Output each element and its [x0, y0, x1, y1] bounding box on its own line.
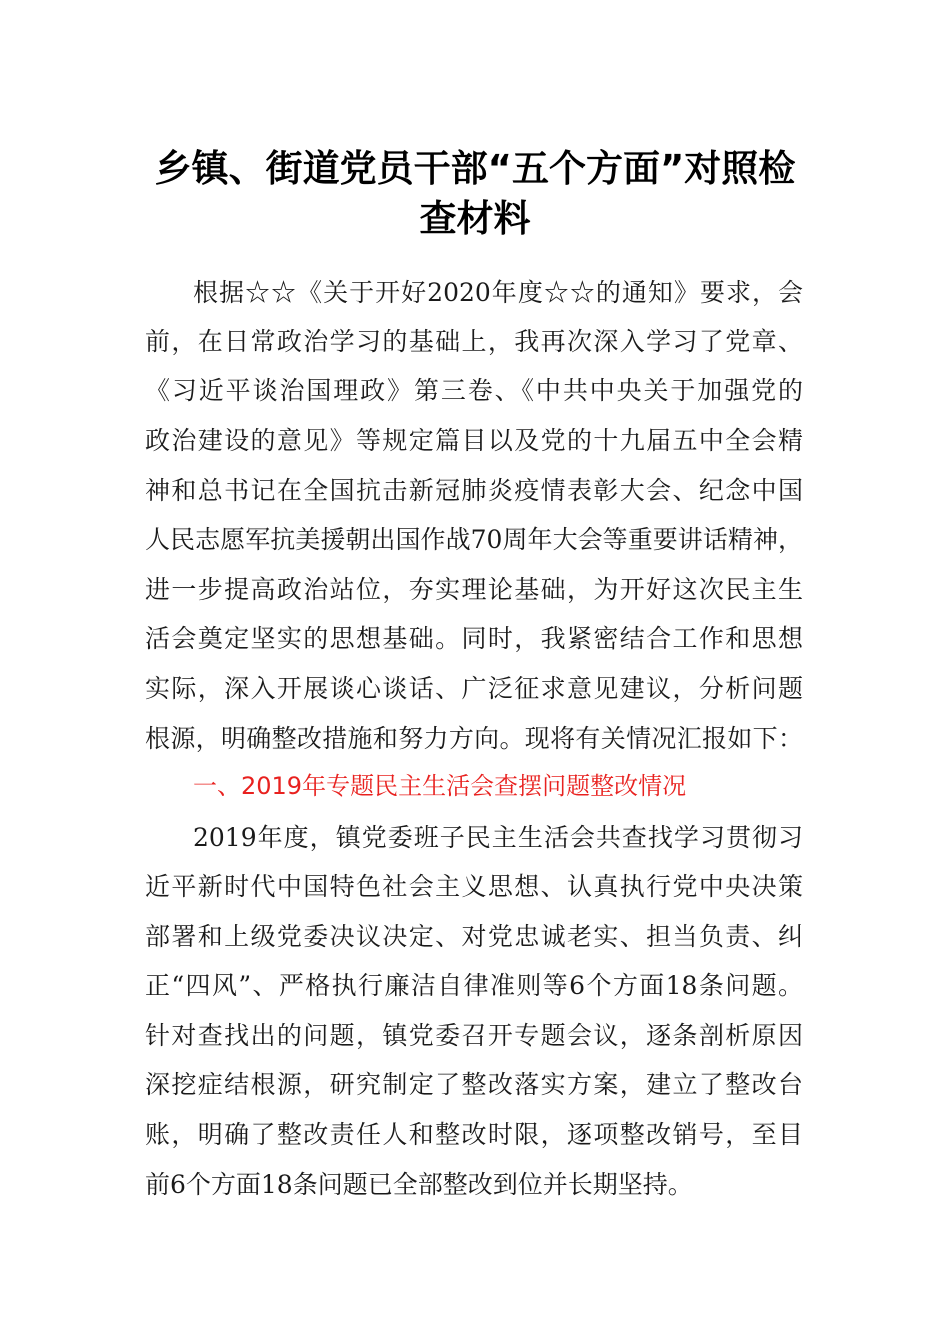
paragraph-2-line-2: 近平新时代中国特色社会主义思想、认真执行党中央决策 [145, 872, 803, 901]
paragraph-2-line-6: 深挖症结根源，研究制定了整改落实方案，建立了整改台 [145, 1070, 803, 1099]
paragraph-2-line-7: 账，明确了整改责任人和整改时限，逐项整改销号，至目 [145, 1120, 803, 1149]
paragraph-1-line-6: 人民志愿军抗美援朝出国作战70周年大会等重要讲话精神， [145, 525, 803, 554]
paragraph-1-line-2: 前，在日常政治学习的基础上，我再次深入学习了党章、 [145, 327, 803, 356]
paragraph-2-line-1: 2019年度，镇党委班子民主生活会共查找学习贯彻习 [193, 823, 803, 852]
document-title-line-2: 查材料 [419, 197, 531, 240]
paragraph-1-line-3: 《习近平谈治国理政》第三卷、《中共中央关于加强党的 [145, 376, 803, 405]
document-title-line-1: 乡镇、街道党员干部“五个方面”对照检 [154, 147, 796, 190]
paragraph-2-line-8: 前6个方面18条问题已全部整改到位并长期坚持。 [145, 1170, 693, 1199]
paragraph-1-line-8: 活会奠定坚实的思想基础。同时，我紧密结合工作和思想 [145, 624, 803, 653]
section-heading: 一、2019年专题民主生活会查摆问题整改情况 [193, 772, 687, 800]
paragraph-1-line-1: 根据☆☆《关于开好2020年度☆☆的通知》要求，会 [193, 278, 803, 307]
paragraph-2-line-4: 正“四风”、严格执行廉洁自律准则等6个方面18条问题。 [145, 971, 803, 1000]
paragraph-2-line-5: 针对查找出的问题，镇党委召开专题会议，逐条剖析原因 [145, 1021, 803, 1050]
paragraph-1-line-4: 政治建设的意见》等规定篇目以及党的十九届五中全会精 [145, 426, 803, 455]
paragraph-1-line-5: 神和总书记在全国抗击新冠肺炎疫情表彰大会、纪念中国 [145, 476, 803, 505]
paragraph-1-line-7: 进一步提高政治站位，夯实理论基础，为开好这次民主生 [145, 575, 803, 604]
paragraph-1-line-9: 实际，深入开展谈心谈话、广泛征求意见建议，分析问题 [145, 674, 803, 703]
paragraph-2-line-3: 部署和上级党委决议决定、对党忠诚老实、担当负责、纠 [145, 922, 803, 951]
paragraph-1-line-10: 根源，明确整改措施和努力方向。现将有关情况汇报如下： [145, 724, 803, 753]
